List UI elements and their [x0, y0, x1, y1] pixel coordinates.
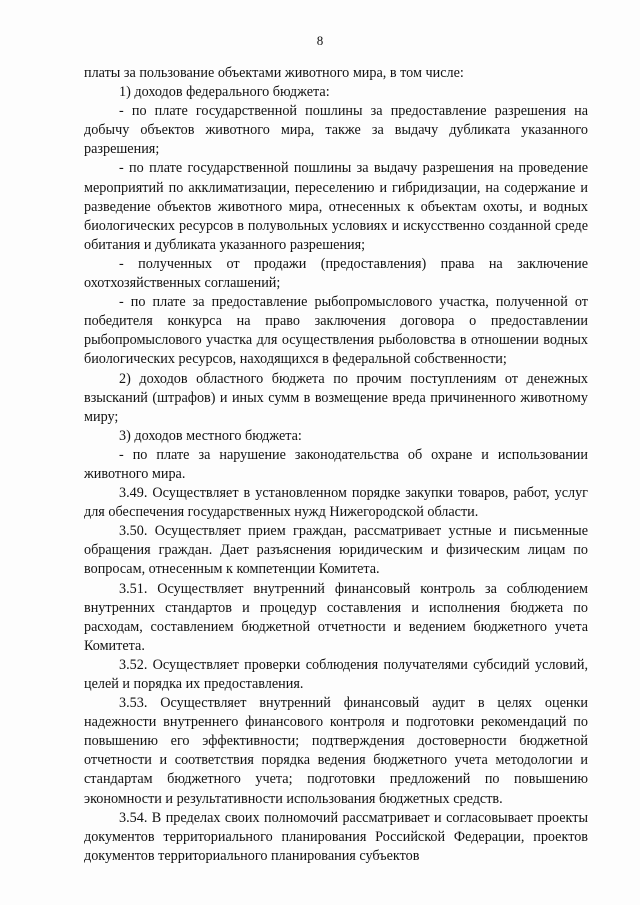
- paragraph: 3.52. Осуществляет проверки соблюдения получателями субсидий условий, целей и порядка их предоставления.: [84, 656, 588, 692]
- paragraph: - по плате государственной пошлины за предоставление разрешения на добычу объектов животного мира, также за выдачу дубликата указанного разрешения;: [84, 103, 588, 158]
- paragraph: 1) доходов федерального бюджета:: [119, 84, 330, 101]
- document-body: [84, 64, 588, 866]
- paragraph: - по плате за предоставление рыбопромыслового участка, полученной от победителя конкурса на право заключения договора о предоставлении рыбопромыслового участка для осуществления рыболовства в отношении водных биологических ресурсов, находящихся в федеральной собственности;: [84, 294, 588, 368]
- paragraph: платы за пользование объектами животного мира, в том числе:: [84, 65, 464, 81]
- paragraph: 2) доходов областного бюджета по прочим поступлениям от денежных взысканий (штрафов) и иных сумм в возмещение вреда причиненного животному миру;: [84, 370, 588, 425]
- paragraph: 3.53. Осуществляет внутренний финансовый аудит в целях оценки надежности внутреннего финансового контроля и подготовки рекомендаций по повышению его эффективности; подтверждения достоверности бюджетной отчетности и соответствия порядка ведения бюджетного учета методологии и стандартам бюджетного учета; подготовки предложений по повышению экономности и результативности использования бюджетных средств.: [84, 695, 588, 807]
- paragraph: - по плате государственной пошлины за выдачу разрешения на проведение мероприятий по акклиматизации, переселению и гибридизации, на содержание и разведение объектов животного мира, отнесенных к объектам охоты, и водных биологических ресурсов в полувольных условиях и искусственно созданной среде обитания и дубликата указанного разрешения;: [84, 160, 588, 253]
- page-number: 8: [316, 33, 324, 48]
- paragraph: 3) доходов местного бюджета:: [119, 427, 302, 444]
- paragraph: - по плате за нарушение законодательства об охране и использовании животного мира.: [84, 446, 588, 482]
- paragraph: 3.49. Осуществляет в установленном порядке закупки товаров, работ, услуг для обеспечения государственных нужд Нижегородской области.: [84, 485, 588, 521]
- paragraph: - полученных от продажи (предоставления) права на заключение охотхозяйственных соглашений;: [84, 255, 588, 292]
- paragraph: 3.50. Осуществляет прием граждан, рассматривает устные и письменные обращения граждан. Дает разъяснения юридическим и физическим лицам по вопросам, отнесенным к компетенции Комитета.: [84, 523, 588, 578]
- paragraph: 3.51. Осуществляет внутренний финансовый контроль за соблюдением внутренних стандартов и процедур составления и исполнения бюджета по расходам, составлением бюджетной отчетности и ведением бюджетного учета Комитета.: [84, 580, 588, 654]
- paragraph: 3.54. В пределах своих полномочий рассматривает и согласовывает проекты документов территориального планирования Российской Федерации, проектов документов территориального планирования субъектов: [84, 809, 588, 864]
